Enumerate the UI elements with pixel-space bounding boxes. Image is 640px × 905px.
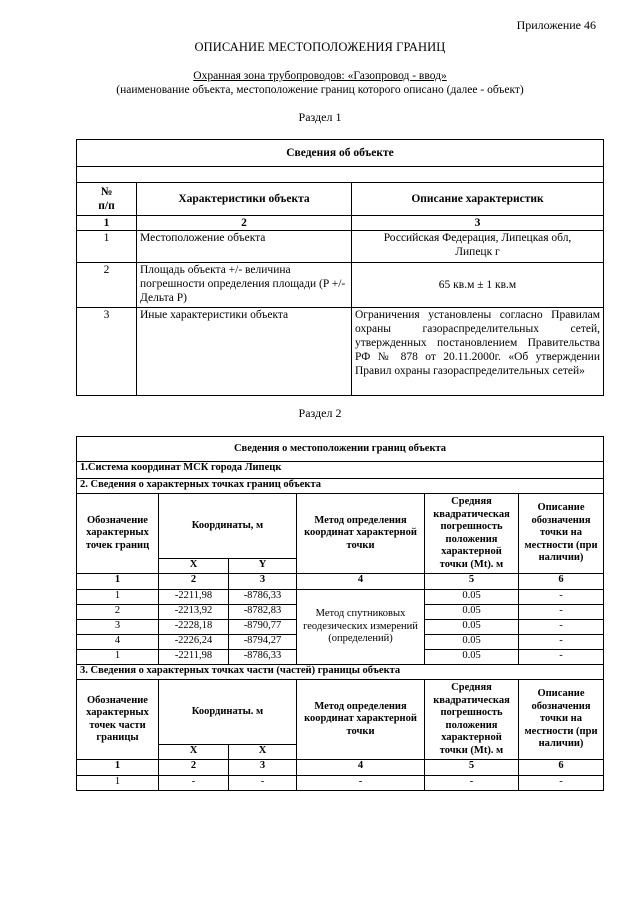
y-header: Y <box>229 559 297 574</box>
part-point-y: - <box>229 776 297 791</box>
table-row <box>77 231 604 263</box>
coordinate-system: 1.Система координат МСК города Липецк <box>77 462 604 479</box>
part-x2-header: X <box>229 745 297 760</box>
method-cell: Метод спутниковых геодезических измерений (определений) <box>297 590 425 665</box>
point-x: -2211,98 <box>159 590 229 605</box>
part-point-designation-header: Обозначение характерных точек части границы <box>77 680 159 760</box>
object-name: Охранная зона трубопроводов: «Газопровод - ввод» <box>193 70 447 82</box>
object-info-table <box>76 139 604 396</box>
table-row <box>77 590 604 605</box>
row-description: 65 кв.м ± 1 кв.м <box>352 263 604 308</box>
column-index: 1 <box>77 574 159 590</box>
point-mt: 0.05 <box>425 605 519 620</box>
point-x: -2228,18 <box>159 620 229 635</box>
column-index: 5 <box>425 760 519 776</box>
col-description-header: Описание характеристик <box>352 183 604 216</box>
part-rms-error-header: Средняя квадратическая погрешность положения характерной точки (Mt). м <box>425 680 519 760</box>
point-mt: 0.05 <box>425 590 519 605</box>
column-index: 6 <box>519 574 604 590</box>
point-description: - <box>519 590 604 605</box>
object-name-note: (наименование объекта, местоположение границ которого описано (далее - объект) <box>116 84 524 96</box>
table-row <box>77 308 604 396</box>
part-point-id: 1 <box>77 776 159 791</box>
column-index: 3 <box>352 216 604 231</box>
part-point-description: - <box>519 776 604 791</box>
point-id: 3 <box>77 620 159 635</box>
column-index: 1 <box>77 216 137 231</box>
part-point-x: - <box>159 776 229 791</box>
part-method: - <box>297 776 425 791</box>
point-x: -2226,24 <box>159 635 229 650</box>
point-x: -2213,92 <box>159 605 229 620</box>
point-id: 2 <box>77 605 159 620</box>
point-id: 1 <box>77 590 159 605</box>
section-2-heading: Раздел 2 <box>298 406 342 420</box>
column-index: 2 <box>159 760 229 776</box>
rms-error-header: Средняя квадратическая погрешность положения характерной точки (Mt). м <box>425 494 519 574</box>
point-description: - <box>519 635 604 650</box>
point-designation-header: Обозначение характерных точек границ <box>77 494 159 574</box>
col-number-header: № п/п <box>77 183 137 216</box>
point-id: 1 <box>77 650 159 665</box>
column-index: 4 <box>297 760 425 776</box>
row-description: Российская Федерация, Липецкая обл, Липецк г <box>352 231 604 263</box>
table-row <box>77 263 604 308</box>
point-mt: 0.05 <box>425 635 519 650</box>
point-description-header: Описание обозначения точки на местности (при наличии) <box>519 494 604 574</box>
point-y: -8790,77 <box>229 620 297 635</box>
table-row <box>77 776 604 791</box>
point-mt: 0.05 <box>425 650 519 665</box>
point-y: -8786,33 <box>229 650 297 665</box>
row-characteristic: Иные характеристики объекта <box>137 308 352 396</box>
point-y: -8794,27 <box>229 635 297 650</box>
row-number: 3 <box>77 308 137 396</box>
row-number: 1 <box>77 231 137 263</box>
subsection-3-title: 3. Сведения о характерных точках части (частей) границы объекта <box>77 665 604 680</box>
point-y: -8786,33 <box>229 590 297 605</box>
coordinates-header: Координаты, м <box>159 494 297 559</box>
section-1-heading: Раздел 1 <box>298 110 342 124</box>
document-title: ОПИСАНИЕ МЕСТОПОЛОЖЕНИЯ ГРАНИЦ <box>194 40 446 54</box>
column-index: 3 <box>229 574 297 590</box>
point-description: - <box>519 605 604 620</box>
column-index: 2 <box>159 574 229 590</box>
column-index: 6 <box>519 760 604 776</box>
row-characteristic: Площадь объекта +/- величина погрешности определения площади (P +/- Дельта P) <box>137 263 352 308</box>
method-header: Метод определения координат характерной точки <box>297 494 425 574</box>
part-method-header: Метод определения координат характерной точки <box>297 680 425 760</box>
row-characteristic: Местоположение объекта <box>137 231 352 263</box>
point-description: - <box>519 650 604 665</box>
part-x-header: X <box>159 745 229 760</box>
row-number: 2 <box>77 263 137 308</box>
subsection-2-title: 2. Сведения о характерных точках границ объекта <box>77 479 604 494</box>
column-index: 2 <box>137 216 352 231</box>
x-header: X <box>159 559 229 574</box>
appendix-label: Приложение 46 <box>516 18 596 32</box>
part-point-description-header: Описание обозначения точки на местности (при наличии) <box>519 680 604 760</box>
part-point-mt: - <box>425 776 519 791</box>
boundary-table <box>76 436 604 791</box>
column-index: 5 <box>425 574 519 590</box>
column-index: 1 <box>77 760 159 776</box>
point-description: - <box>519 620 604 635</box>
spacer-row <box>77 167 604 183</box>
boundary-table-title: Сведения о местоположении границ объекта <box>77 437 604 462</box>
point-mt: 0.05 <box>425 620 519 635</box>
row-description: Ограничения установлены согласно Правилам охраны газораспределительных сетей, утвержденных постановлением Правительства РФ № 878 от 20.11.2000г. «Об утверждении Правил охраны газораспределительных сетей» <box>352 308 604 396</box>
column-index: 4 <box>297 574 425 590</box>
col-characteristic-header: Характеристики объекта <box>137 183 352 216</box>
part-coordinates-header: Координаты. м <box>159 680 297 745</box>
point-id: 4 <box>77 635 159 650</box>
point-x: -2211,98 <box>159 650 229 665</box>
column-index: 3 <box>229 760 297 776</box>
point-y: -8782,83 <box>229 605 297 620</box>
object-info-title: Сведения об объекте <box>77 140 604 167</box>
